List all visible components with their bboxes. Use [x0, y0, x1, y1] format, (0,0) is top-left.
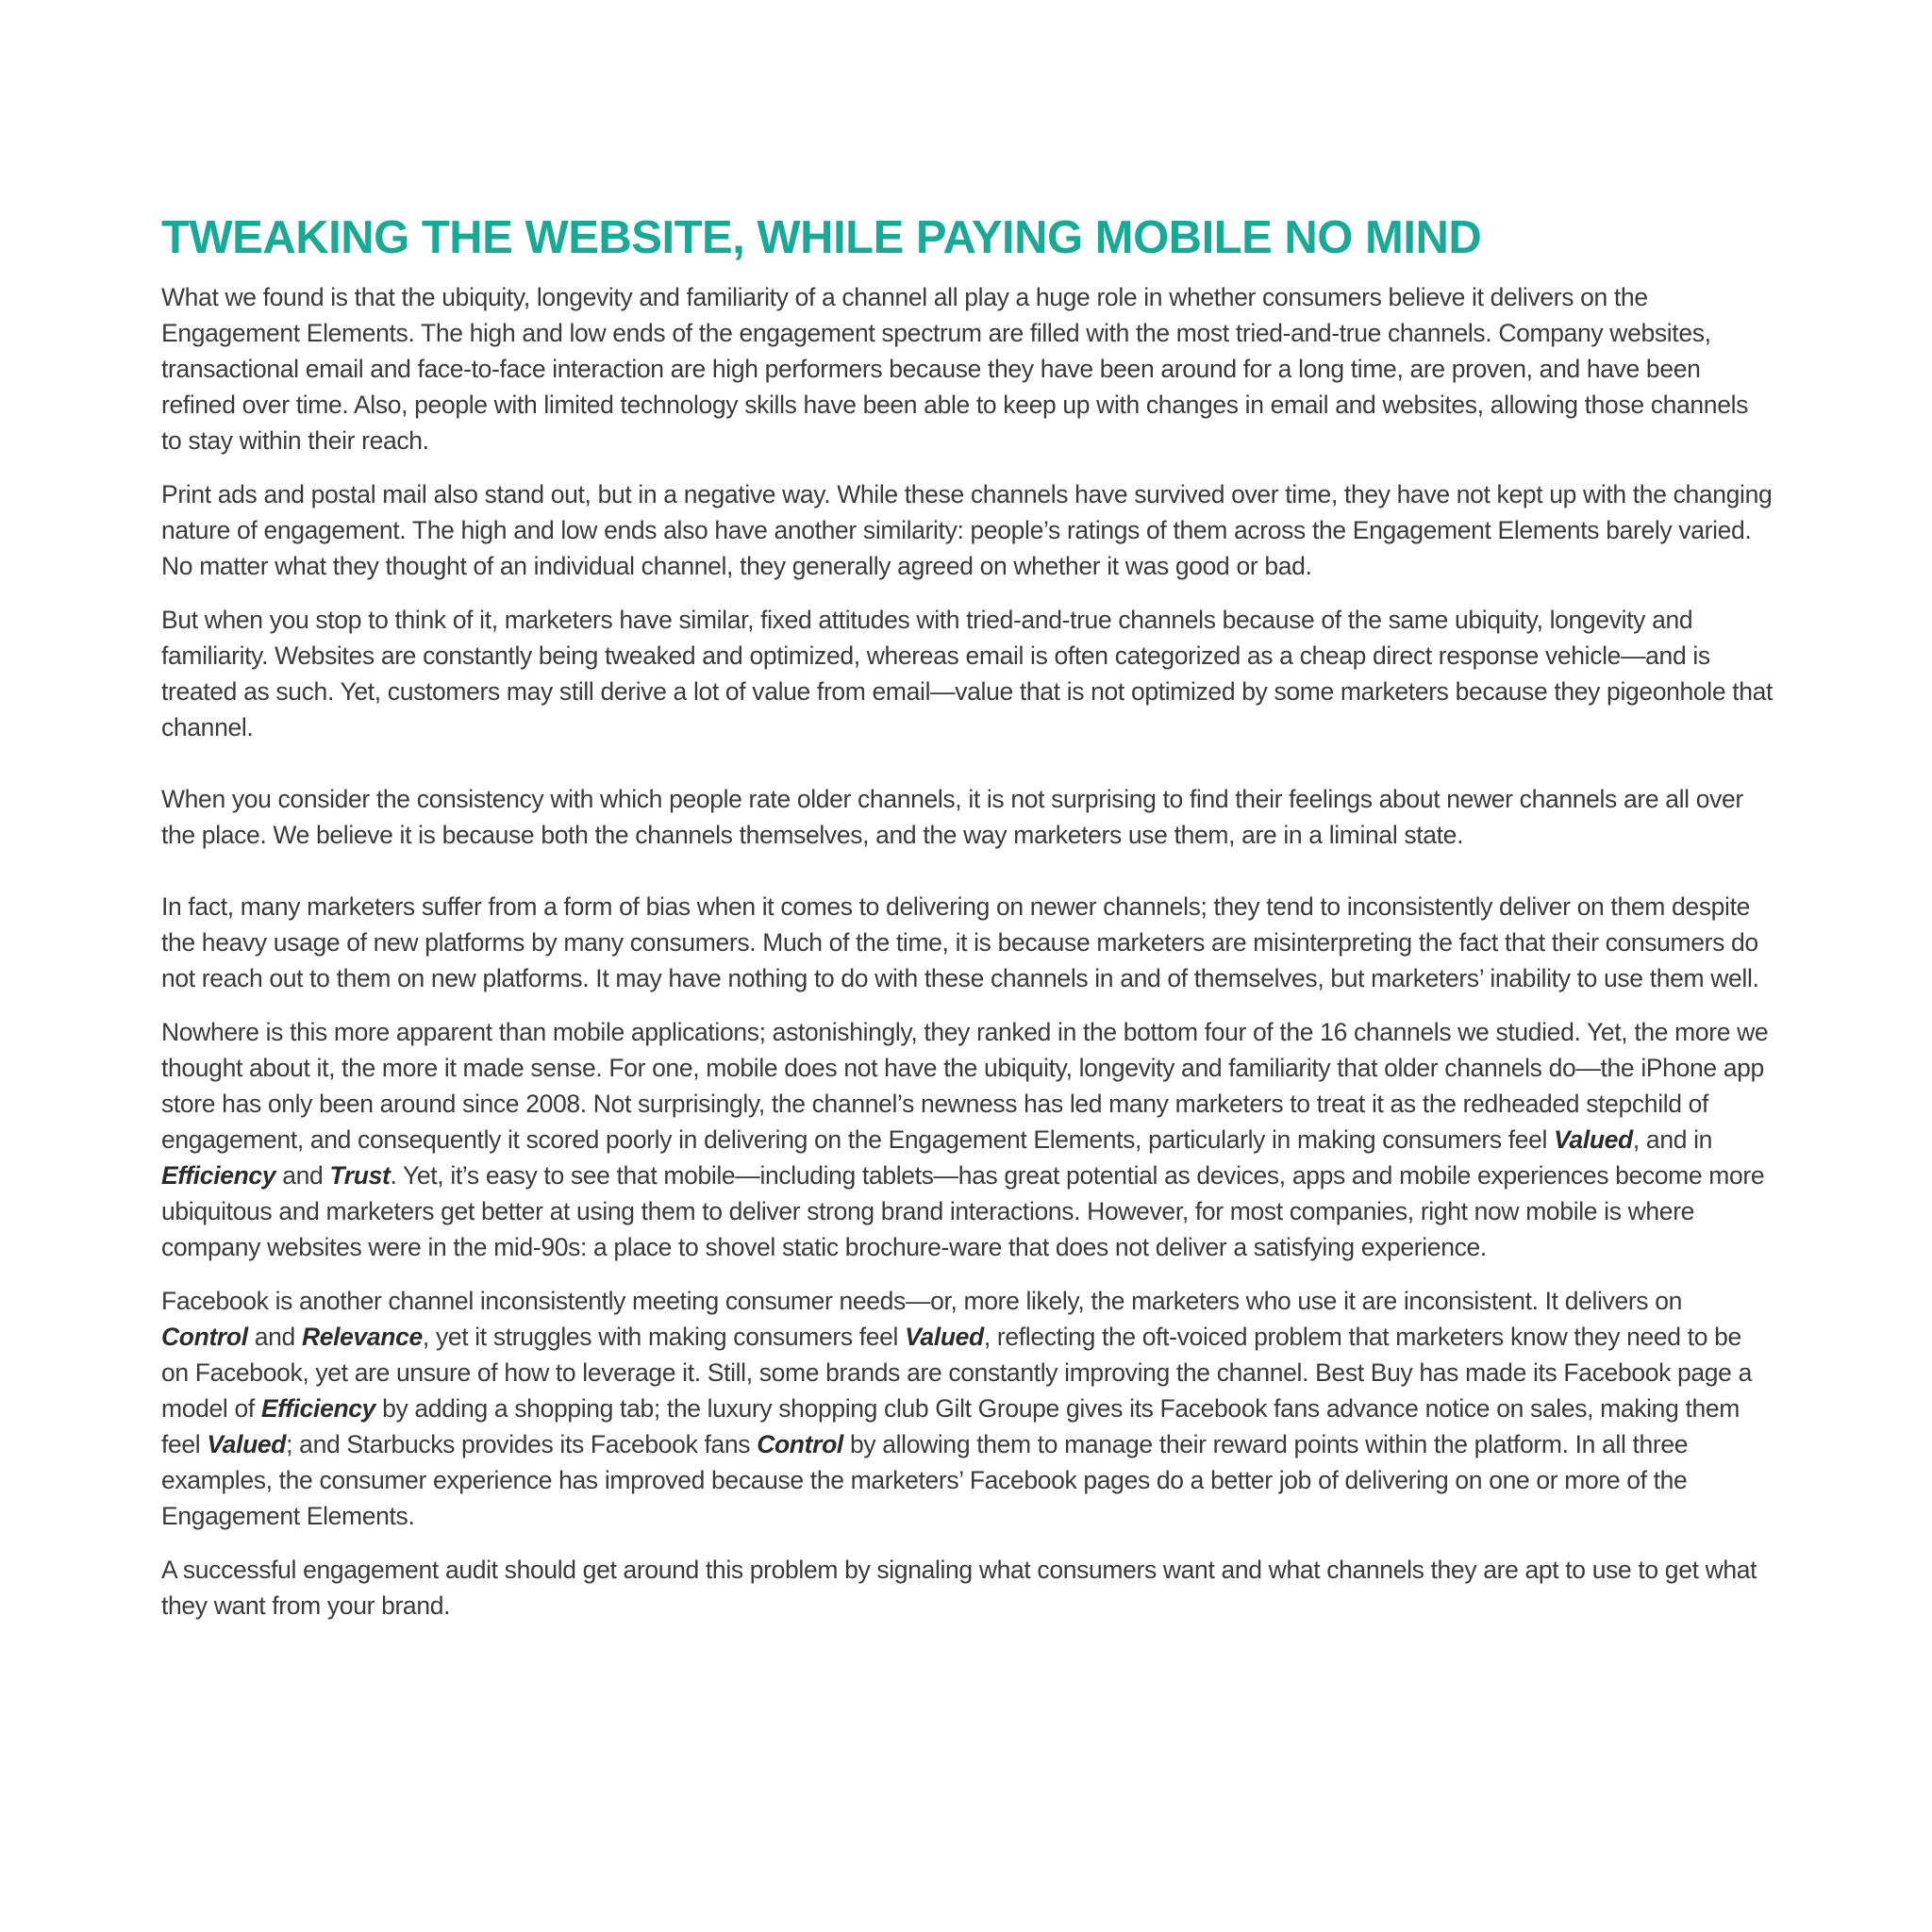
emphasis-term: Efficiency [260, 1394, 376, 1423]
document-page [161, 209, 1774, 1641]
body-paragraph [161, 889, 1774, 996]
body-paragraph [161, 781, 1774, 853]
emphasis-term: Efficiency [161, 1161, 276, 1190]
emphasis-term: Valued [905, 1323, 984, 1351]
text-run: Facebook is another channel inconsistently meeting consumer needs—or, more likely, the marketers who use it are inconsistent. It delivers on [161, 1287, 1682, 1315]
text-run: , and in [1632, 1125, 1713, 1154]
text-run: and [247, 1323, 302, 1351]
text-run: , yet it struggles with making consumers feel [422, 1323, 906, 1351]
body-paragraph [161, 1283, 1774, 1534]
emphasis-term: Valued [1554, 1125, 1633, 1154]
emphasis-term: Relevance [301, 1323, 423, 1351]
text-run: , reflecting the oft-voiced problem that marketers know they need to be on Facebook, yet are unsure of how to leverage it. Still, some brands are constantly improving the channel. Best Buy has made its Facebook page a model of [161, 1323, 1752, 1423]
text-run: When you consider the consistency with which people rate older channels, it is not surprising to find their feelings about newer channels are all over the place. We believe it is because both the channels themselves, and the way marketers use them, are in a liminal state. [161, 785, 1743, 849]
text-run: . Yet, it’s easy to see that mobile—including tablets—has great potential as devices, apps and mobile experiences become more ubiquitous and marketers get better at using them to deliver strong brand interactions. However, for most companies, right now mobile is where company websites were in the mid-90s: a place to shovel static brochure-ware that does not deliver a satisfying experience. [161, 1161, 1765, 1261]
text-run: But when you stop to think of it, marketers have similar, fixed attitudes with tried-and-true channels because of the same ubiquity, longevity and familiarity. Websites are constantly being tweaked and optimized, whereas email is often categorized as a cheap direct response vehicle—and is treated as such. Yet, customers may still derive a lot of value from email—value that is not optimized by some marketers because they pigeonhole that channel. [161, 606, 1774, 741]
emphasis-term: Valued [207, 1430, 287, 1458]
text-run: and [275, 1161, 330, 1190]
body-paragraph [161, 1014, 1774, 1265]
text-run: by allowing them to manage their reward points within the platform. In all three examples, the consumer experience has improved because the marketers’ Facebook pages do a better job of delivering on one or more of the Engagement Elements. [161, 1430, 1689, 1530]
text-run: Print ads and postal mail also stand out, but in a negative way. While these channels have survived over time, they have not kept up with the changing nature of engagement. The high and low ends also have another similarity: people’s ratings of them across the Engagement Elements barely varied. No matter what they thought of an individual channel, they generally agreed on whether it was good or bad. [161, 480, 1773, 580]
body-paragraph [161, 476, 1774, 584]
emphasis-term: Control [757, 1430, 843, 1458]
body-paragraph [161, 279, 1774, 458]
emphasis-term: Control [161, 1323, 248, 1351]
text-run: A successful engagement audit should get around this problem by signaling what consumers want and what channels they are apt to use to get what they want from your brand. [161, 1556, 1757, 1620]
body-paragraph [161, 1552, 1774, 1624]
text-run: by adding a shopping tab; the luxury shopping club Gilt Groupe gives its Facebook fans advance notice on sales, making them feel [161, 1394, 1740, 1458]
emphasis-term: Trust [329, 1161, 391, 1190]
text-run: ; and Starbucks provides its Facebook fans [286, 1430, 758, 1458]
text-run: What we found is that the ubiquity, longevity and familiarity of a channel all play a huge role in whether consumers believe it delivers on the Engagement Elements. The high and low ends of the engagement spectrum are filled with the most tried-and-true channels. Company websites, transactional email and face-to-face interaction are high performers because they have been around for a long time, are proven, and have been refined over time. Also, people with limited technology skills have been able to keep up with changes in email and websites, allowing those channels to stay within their reach. [161, 283, 1749, 455]
body-paragraph [161, 602, 1774, 745]
text-run: Nowhere is this more apparent than mobile applications; astonishingly, they ranked in the bottom four of the 16 channels we studied. Yet, the more we thought about it, the more it made sense. For one, mobile does not have the ubiquity, longevity and familiarity that older channels do—the iPhone app store has only been around since 2008. Not surprisingly, the channel’s newness has led many marketers to treat it as the redheaded stepchild of engagement, and consequently it scored poorly in delivering on the Engagement Elements, particularly in making consumers feel [161, 1018, 1769, 1154]
section-heading: TWEAKING THE WEBSITE, WHILE PAYING MOBILE NO MIND [161, 212, 1482, 263]
text-run: In fact, many marketers suffer from a form of bias when it comes to delivering on newer channels; they tend to inconsistently deliver on them despite the heavy usage of new platforms by many consumers. Much of the time, it is because marketers are misinterpreting the fact that their consumers do not reach out to them on new platforms. It may have nothing to do with these channels in and of themselves, but marketers’ inability to use them well. [161, 892, 1759, 992]
